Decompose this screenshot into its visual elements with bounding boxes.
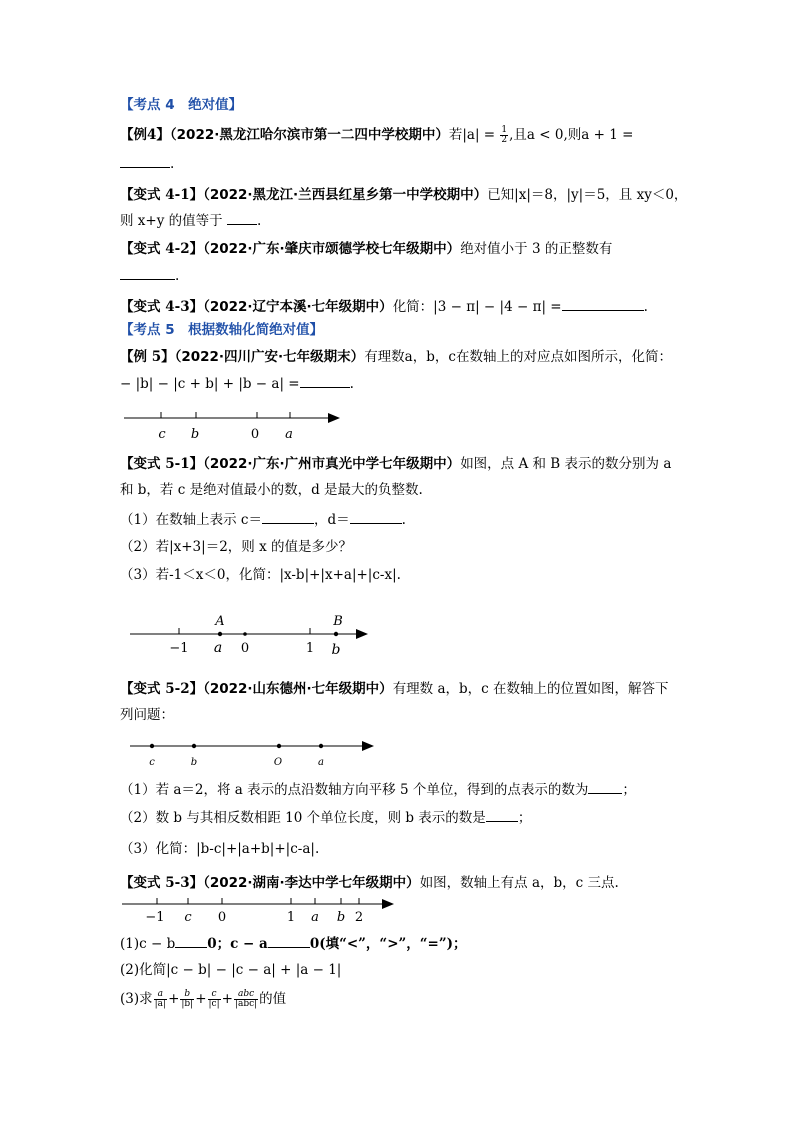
variant-5-2-line2: 列问题： (120, 707, 174, 723)
variant-5-3-text: 如图，数轴上有点 a，b，c 三点. (419, 875, 619, 891)
plus-sign: + (168, 991, 180, 1007)
variant-5-1-q2: （2）若|x+3|＝2，则 x 的值是多少？ (120, 539, 352, 555)
q3-end-text: 的值 (259, 991, 287, 1007)
tick-a: a (311, 910, 319, 925)
variant-5-1-label: 【变式 5-1】 (120, 456, 204, 472)
variant-5-2-q3: （3）化简：|b-c|+|a+b|+|c-a|. (120, 841, 320, 857)
example-5 (120, 348, 680, 366)
variant-5-1-q3: （3）若-1＜x＜0，化简：|x-b|+|x+a|+|c-x|. (120, 567, 401, 583)
fraction-denominator: 2 (501, 135, 508, 145)
fraction-numerator: abc (234, 990, 258, 1000)
fraction-denominator: |c| (208, 999, 220, 1009)
q1-expr-c-b: (1)c − b (120, 936, 176, 952)
axis-label-a: a (318, 757, 324, 768)
answer-blank[interactable] (562, 297, 644, 311)
fraction-numerator: c (208, 990, 221, 1000)
variant-5-2-label: 【变式 5-2】 (120, 681, 204, 697)
variant-4-3-label: 【变式 4-3】 (120, 299, 204, 315)
variant-4-3-source: （2022·辽宁本溪·七年级期中） (203, 299, 393, 315)
period: . (256, 213, 262, 229)
variant-4-1-source: （2022·黑龙江·兰西县红星乡第一中学校期中） (203, 187, 488, 203)
fraction-b (180, 990, 194, 1009)
variant-5-2 (120, 680, 680, 698)
answer-blank[interactable] (300, 374, 350, 388)
variant-5-1-text: 如图，点 A 和 B 表示的数分别为 a (460, 456, 672, 472)
variant-4-2-text: 绝对值小于 3 的正整数有 (460, 241, 613, 257)
variant-5-2-source: （2022·山东德州·七年级期中） (203, 681, 393, 697)
variant-4-2-label: 【变式 4-2】 (120, 241, 204, 257)
example-5-line2 (120, 374, 680, 393)
tick-b: b (336, 910, 346, 925)
q3-text: (3)求 (120, 991, 153, 1007)
example-4-text-a: 若|a| = (448, 127, 500, 143)
q1-text: （1）在数轴上表示 c＝ (120, 512, 262, 528)
axis-label-a: a (285, 427, 293, 442)
q1-instruction: 0(填“<”，“>”，“=”)； (309, 936, 467, 952)
variant-4-3-text: 化简：|3 − π| − |4 − π| = (392, 299, 562, 315)
variant-5-1-source: （2022·广东·广州市真光中学七年级期中） (203, 456, 461, 472)
variant-4-2 (120, 240, 680, 258)
example-4-text-b: ,且a < 0,则a + 1 = (509, 127, 634, 143)
variant-4-1-text2: 则 x+y 的值等于 (120, 213, 223, 229)
example-4-answer-line (120, 154, 680, 173)
plus-sign: + (221, 991, 233, 1007)
variant-5-3-q3 (120, 990, 680, 1009)
answer-blank[interactable] (120, 266, 175, 280)
variant-4-1-label: 【变式 4-1】 (120, 187, 204, 203)
variant-4-3 (120, 297, 680, 316)
example-4-label: 【例4】 (120, 127, 170, 143)
fraction-c (208, 990, 221, 1009)
q1-text-d: ，d＝ (313, 512, 350, 528)
variant-5-2-q1 (120, 780, 680, 799)
answer-blank-c[interactable] (262, 510, 314, 524)
answer-blank[interactable] (227, 211, 257, 225)
tick-zero: 0 (217, 910, 227, 925)
axis-label-origin: O (273, 757, 283, 768)
q2-text: （2）数 b 与其相反数相距 10 个单位长度，则 b 表示的数是 (120, 810, 486, 826)
example-5-label: 【例 5】 (120, 349, 175, 365)
variant-5-1-line2: 和 b，若 c 是绝对值最小的数，d 是最大的负整数. (120, 482, 423, 498)
section-5-title: 【考点 5 根据数轴化简绝对值】 (120, 322, 324, 338)
variant-4-2-source: （2022·广东·肇庆市颂德学校七年级期中） (203, 241, 461, 257)
q1-text: （1）若 a＝2，将 a 表示的点沿数轴方向平移 5 个单位，得到的点表示的数为 (120, 782, 589, 798)
variant-5-2-q2 (120, 808, 680, 827)
variant-5-1-number-line (124, 612, 374, 660)
answer-blank[interactable] (268, 934, 310, 948)
variant-5-3-number-line (118, 894, 408, 928)
fraction-abc (234, 990, 258, 1009)
period: . (170, 156, 175, 172)
fraction-denominator: |abc| (234, 999, 258, 1009)
tick-minus-one: −1 (145, 910, 165, 925)
variant-5-1-q1 (120, 510, 680, 529)
period: . (349, 376, 354, 392)
variant-5-2-number-line (124, 735, 384, 769)
tick-one: 1 (305, 641, 315, 656)
fraction-numerator: 1 (501, 125, 508, 135)
variant-5-2-text: 有理数 a，b，c 在数轴上的位置如图，解答下 (392, 681, 669, 697)
plus-sign: + (195, 991, 207, 1007)
variant-4-2-line2 (120, 266, 680, 285)
variant-5-3-q2: (2)化简|c − b| − |c − a| + |a − 1| (120, 962, 342, 978)
semicolon: ； (517, 810, 532, 826)
fraction-denominator: |a| (154, 999, 167, 1009)
semicolon: ； (622, 782, 636, 798)
example-4-source: （2022·黑龙江哈尔滨市第一二四中学校期中） (169, 127, 449, 143)
tick-b: b (331, 642, 341, 658)
tick-a: a (213, 640, 223, 656)
period: . (401, 512, 406, 528)
axis-label-zero: 0 (250, 427, 260, 442)
example-5-expression: − |b| − |c + b| + |b − a| = (120, 376, 300, 392)
fraction-numerator: b (180, 990, 194, 1000)
variant-5-3-q1 (120, 934, 680, 953)
point-A-label: A (215, 614, 225, 629)
answer-blank[interactable] (588, 780, 622, 794)
period: . (643, 299, 648, 315)
tick-minus-one: −1 (169, 641, 189, 656)
example-5-source: （2022·四川广安·七年级期末） (174, 349, 365, 365)
tick-c: c (184, 910, 192, 925)
tick-two: 2 (354, 910, 364, 925)
axis-label-c: c (158, 427, 166, 442)
fraction-a (154, 990, 167, 1009)
answer-blank[interactable] (486, 808, 518, 822)
variant-4-1-line2 (120, 211, 680, 230)
fraction-numerator: a (154, 990, 167, 1000)
answer-blank[interactable] (175, 934, 207, 948)
answer-blank-d[interactable] (350, 510, 402, 524)
axis-label-b: b (190, 427, 200, 442)
example-5-number-line (118, 405, 348, 445)
axis-label-b: b (190, 757, 198, 768)
variant-5-1 (120, 455, 680, 473)
variant-4-1 (120, 186, 688, 204)
variant-5-3-source: （2022·湖南·李达中学七年级期中） (203, 875, 420, 891)
tick-one: 1 (286, 910, 296, 925)
section-4-title: 【考点 4 绝对值】 (120, 97, 243, 113)
fraction-denominator: |b| (181, 999, 194, 1009)
variant-5-3 (120, 874, 680, 892)
example-4 (120, 126, 680, 145)
q1-expr-c-a: 0；c − a (207, 936, 268, 952)
axis-label-c: c (149, 757, 155, 768)
variant-5-3-label: 【变式 5-3】 (120, 875, 204, 891)
variant-4-1-text: 已知|x|＝8，|y|＝5，且 xy＜0， (487, 187, 688, 203)
fraction-one-half (500, 126, 508, 145)
period: . (175, 268, 180, 284)
tick-zero: 0 (240, 641, 250, 656)
example-5-text: 有理数a，b，c在数轴上的对应点如图所示，化简： (364, 349, 672, 365)
point-B-label: B (333, 614, 343, 629)
answer-blank[interactable] (120, 154, 170, 168)
